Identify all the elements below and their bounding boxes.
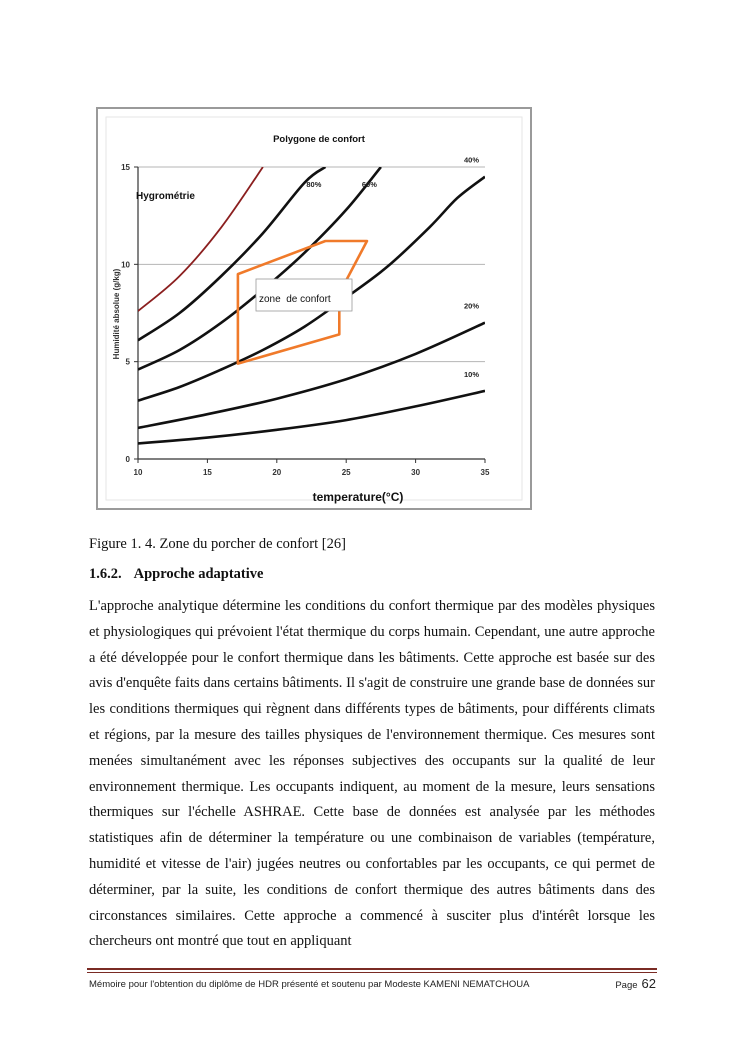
section-heading	[89, 566, 263, 583]
x-tick-label-10: 10	[133, 468, 143, 477]
zone-confort-label: zone de confort	[259, 294, 331, 305]
x-tick-label-30: 30	[411, 468, 421, 477]
zone-confort-box	[256, 279, 352, 311]
series-label-60pct: 60%	[361, 180, 377, 189]
series-label-10pct: 10%	[463, 369, 479, 379]
y-tick-label-15: 15	[121, 163, 130, 172]
section-title: Approche adaptative	[133, 566, 264, 582]
y-tick-label-10: 10	[121, 260, 130, 270]
figure-caption: Figure 1. 4. Zone du porcher de confort [26]	[89, 536, 346, 552]
footer-page	[615, 976, 656, 991]
x-tick-label-35: 35	[480, 468, 490, 477]
body-paragraph: L'approche analytique détermine les conditions du confort thermique par des modèles physiques et physiologiques qui prévoient l'état thermique du corps humain. Cependant, une autre approche a été développée pour le confort thermique dans les bâtiments. Cette approche est basée sur des avis d'enquête faits dans certains bâtiments. Il s'agit de construire une grande base de données sur les conditions thermiques qui règnent dans différents types de bâtiments, pour différents climats et régions, par la mesure des tailles physiques de l'environnement thermique. Ces mesures sont menées simultanément avec les réponses subjectives des occupants sur la qualité de leur environnement thermique. Les occupants indiquent, au moment de la mesure, leurs sensations thermiques sur l'échelle ASHRAE. Cette base de données est analysée par les méthodes statistiques afin de déterminer la température ou une combinaison de variables (température, humidité et vitesse de l'air) jugées neutres ou confortables par les occupants, ce qui permet de déterminer, par la suite, les conditions de confort thermique des autres bâtiments dans des circonstances similaires. Cette approche a commencé à susciter plus d'intérêt lorsque les chercheurs ont montré que tout en appliquant	[89, 598, 655, 950]
comfort-chart	[98, 109, 530, 508]
series-label-80pct: 80%	[306, 180, 322, 189]
figure-chart	[96, 107, 532, 510]
footer-rule	[87, 968, 657, 970]
hygrometrie-label: Hygrométrie	[136, 191, 195, 202]
chart-title: Polygone de confort	[273, 134, 365, 145]
footer-rule-thin	[87, 972, 657, 973]
page-label: Page	[615, 980, 638, 991]
series-label-20pct: 20%	[463, 301, 479, 311]
x-axis-label: temperature(°C)	[312, 490, 404, 504]
y-tick-label-0: 0	[125, 455, 130, 464]
footer-text: Mémoire pour l'obtention du diplôme de HDR présenté et soutenu par Modeste KAMENI NEMATCHOUA	[89, 979, 530, 990]
series-label-40pct: 40%	[463, 155, 479, 165]
x-tick-label-25: 25	[341, 468, 351, 477]
x-tick-label-20: 20	[272, 468, 282, 477]
x-tick-label-15: 15	[202, 468, 212, 477]
y-axis-label: Humidité absolue (g/kg)	[112, 268, 121, 360]
section-number: 1.6.2.	[89, 566, 122, 582]
page-number: 62	[641, 976, 656, 991]
y-tick-label-5: 5	[125, 357, 130, 367]
